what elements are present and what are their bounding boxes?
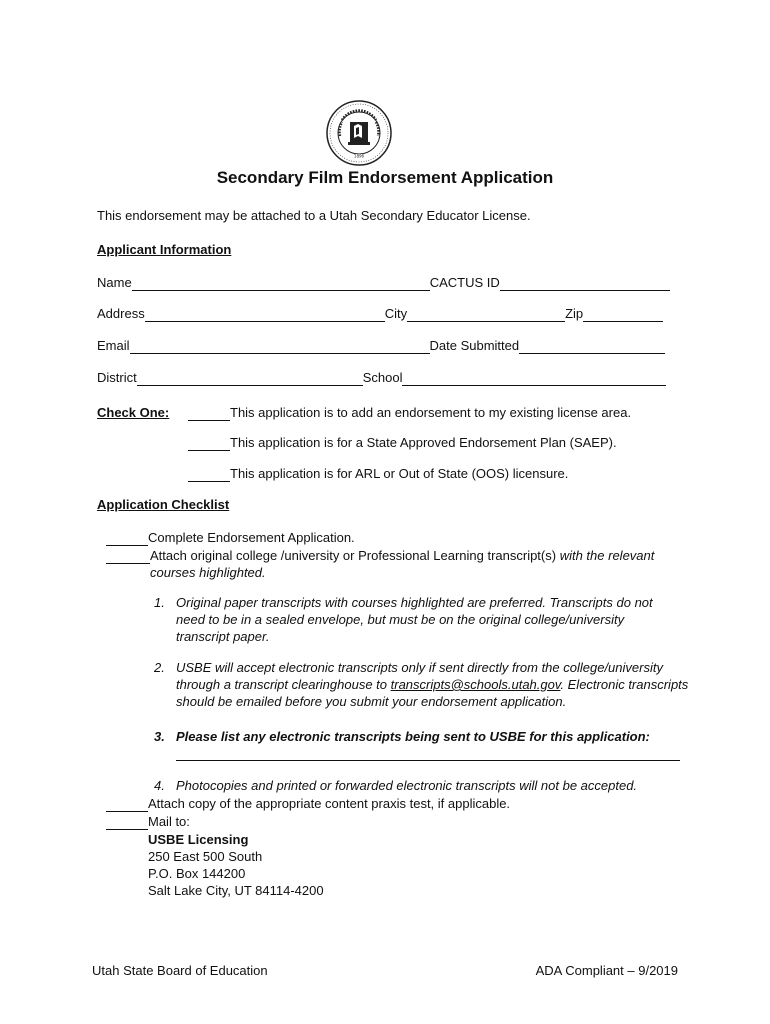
note-text: through a transcript clearinghouse to: [176, 677, 391, 692]
district-field[interactable]: [137, 372, 363, 386]
address-row: [97, 306, 663, 322]
note-line: transcript paper.: [176, 629, 270, 644]
mail-city: Salt Lake City, UT 84114-4200: [148, 883, 324, 898]
footer-ada-compliant: ADA Compliant – 9/2019: [535, 963, 678, 978]
name-field[interactable]: [132, 277, 430, 291]
checklist-item-praxis: [106, 796, 510, 812]
checklist-item-label: Attach copy of the appropriate content praxis test, if applicable.: [148, 796, 511, 811]
checklist-item-mail: [106, 814, 190, 830]
checklist-heading: Application Checklist: [97, 497, 230, 512]
note-text: . Electronic transcripts: [560, 677, 689, 692]
district-label: District: [97, 370, 137, 385]
city-field[interactable]: [407, 308, 565, 322]
check-option-label: This application is for ARL or Out of State (OOS) licensure.: [230, 466, 569, 481]
checklist-item-label: Attach original college /university or Professional Learning transcript(s): [150, 548, 560, 563]
name-row: [97, 275, 670, 291]
transcripts-email-link[interactable]: transcripts@schools.utah.gov: [390, 677, 561, 692]
cactus-id-label: CACTUS ID: [429, 275, 500, 290]
checklist-item-transcripts: [106, 548, 654, 564]
checklist-blank-mail[interactable]: [106, 816, 148, 830]
electronic-transcripts-field[interactable]: [176, 760, 680, 761]
footer-organization: Utah State Board of Education: [92, 963, 268, 978]
check-option-label: This application is for a State Approved Endorsement Plan (SAEP).: [230, 435, 617, 450]
address-label: Address: [97, 306, 145, 321]
check-blank-saep[interactable]: [188, 437, 230, 451]
intro-text: This endorsement may be attached to a Utah Secondary Educator License.: [97, 208, 531, 223]
school-field[interactable]: [402, 372, 666, 386]
zip-label: Zip: [565, 306, 584, 321]
note-line: Original paper transcripts with courses highlighted are preferred. Transcripts do not: [176, 595, 653, 610]
checklist-blank-application[interactable]: [106, 532, 148, 546]
note-line-email: [176, 677, 688, 693]
usbe-seal-logo: [326, 100, 392, 166]
checklist-blank-transcripts[interactable]: [106, 550, 150, 564]
svg-text:1896: 1896: [353, 153, 365, 159]
page-title: Secondary Film Endorsement Application: [216, 168, 554, 187]
note-line: should be emailed before you submit your endorsement application.: [176, 694, 567, 709]
zip-field[interactable]: [583, 308, 663, 322]
check-blank-arl-oos[interactable]: [188, 468, 230, 482]
cactus-id-field[interactable]: [500, 277, 670, 291]
note-number: 1.: [154, 595, 165, 610]
email-label: Email: [97, 338, 130, 353]
address-field[interactable]: [145, 308, 385, 322]
checklist-item-label: Mail to:: [148, 814, 190, 829]
name-label: Name: [97, 275, 132, 290]
mail-po-box: P.O. Box 144200: [148, 866, 246, 881]
transcript-note-1: [154, 595, 653, 611]
transcript-note-4: [154, 778, 637, 794]
transcript-note-2: [154, 660, 663, 676]
email-row: [97, 338, 665, 354]
note-line: Please list any electronic transcripts being sent to USBE for this application:: [176, 729, 650, 744]
mail-organization: USBE Licensing: [148, 832, 249, 847]
note-line: USBE will accept electronic transcripts only if sent directly from the college/university: [176, 660, 663, 675]
checklist-item-label: Complete Endorsement Application.: [148, 530, 355, 545]
checklist-item-emphasis: with the relevant: [559, 548, 655, 563]
date-submitted-label: Date Submitted: [429, 338, 520, 353]
check-option-existing: [188, 405, 631, 421]
checklist-item-continuation: courses highlighted.: [150, 565, 266, 580]
check-option-label: This application is to add an endorsement to my existing license area.: [230, 405, 632, 420]
check-option-arl-oos: [188, 466, 568, 482]
transcript-note-3: [154, 729, 650, 745]
date-submitted-field[interactable]: [519, 340, 665, 354]
note-line: need to be in a sealed envelope, but must be on the original college/university: [176, 612, 625, 627]
note-number: 2.: [154, 660, 165, 675]
mail-street: 250 East 500 South: [148, 849, 263, 864]
note-number: 3.: [154, 729, 165, 744]
district-row: [97, 370, 666, 386]
note-number: 4.: [154, 778, 165, 793]
check-option-saep: [188, 435, 617, 451]
applicant-info-heading: Applicant Information: [97, 242, 232, 257]
check-blank-existing[interactable]: [188, 407, 230, 421]
checklist-blank-praxis[interactable]: [106, 798, 148, 812]
city-label: City: [384, 306, 408, 321]
note-line: Photocopies and printed or forwarded electronic transcripts will not be accepted.: [176, 778, 638, 793]
check-one-label: Check One:: [97, 405, 170, 420]
school-label: School: [362, 370, 403, 385]
email-field[interactable]: [130, 340, 430, 354]
checklist-item-application: [106, 530, 355, 546]
